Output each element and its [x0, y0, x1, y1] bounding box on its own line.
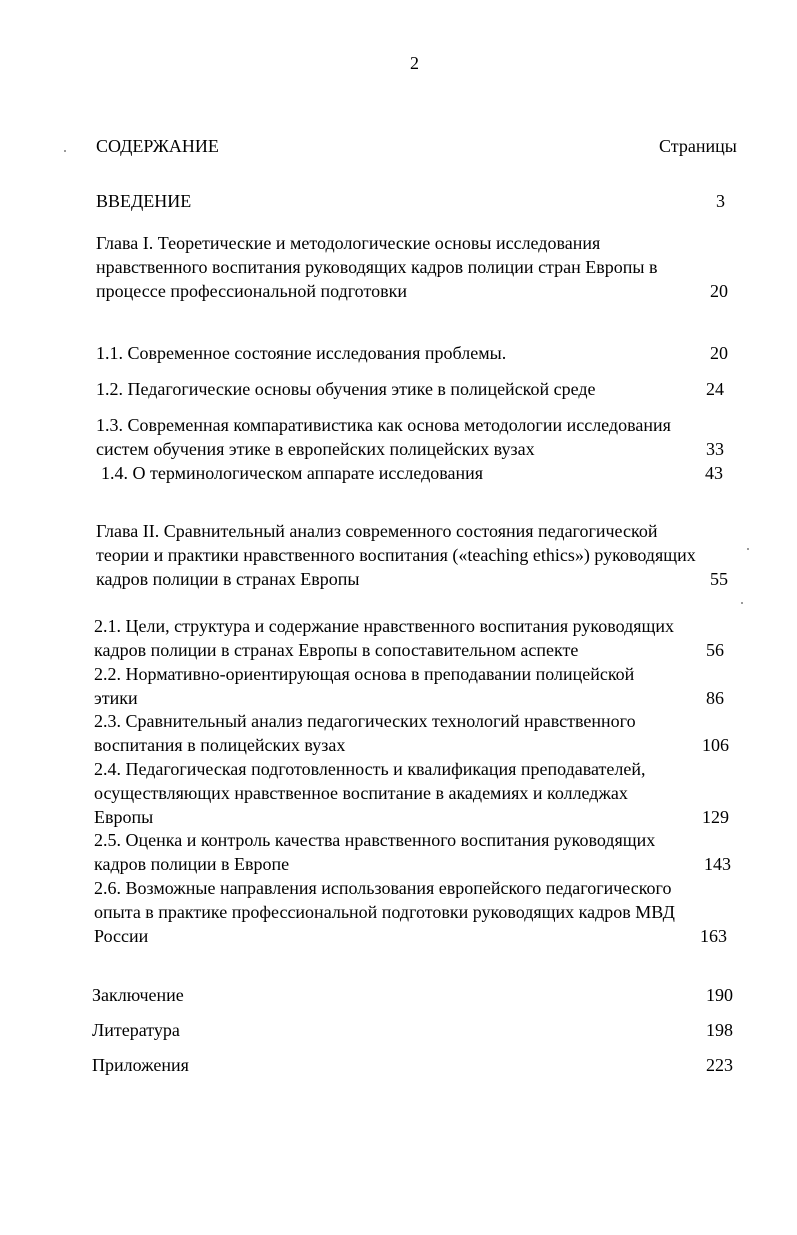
appendices-page: 223: [706, 1055, 733, 1075]
section-1-4-page: 43: [705, 463, 723, 483]
toc-heading: СОДЕРЖАНИЕ: [96, 136, 219, 156]
scan-speck: [64, 150, 66, 152]
section-2-6-page: 163: [700, 926, 727, 946]
chapter-1-page: 20: [710, 281, 728, 301]
page-number: 2: [410, 53, 419, 73]
section-1-3-page: 33: [706, 439, 724, 459]
section-2-3-page: 106: [702, 735, 729, 755]
section-1-1-page: 20: [710, 343, 728, 363]
literature-page: 198: [706, 1020, 733, 1040]
conclusion-page: 190: [706, 985, 733, 1005]
section-1-2: 1.2. Педагогические основы обучения этике в полицейской среде: [96, 379, 596, 399]
intro-page: 3: [716, 191, 725, 211]
section-2-2-page: 86: [706, 688, 724, 708]
section-1-4: 1.4. О терминологическом аппарате исследования: [101, 463, 484, 483]
section-2-4-page: 129: [702, 807, 729, 827]
literature-title: Литература: [92, 1020, 180, 1040]
appendices-title: Приложения: [92, 1055, 189, 1075]
conclusion-title: Заключение: [92, 985, 184, 1005]
document-page: 2 СОДЕРЖАНИЕ Страницы ВВЕДЕНИЕ 3 Глава I. Теоретические и методологические основы исследования нравственного воспитания руководящих кадров полиции стран Европы в процессе профессиональной подготовки 20 1.1. Современное состояние исследования проблемы. 20 1.2. Педагогические основы обучения этике в полицейской среде 24 1.3. Современная компаративистика как основа методологии исследования систем обучения этике в европейских полицейских вузах 33 1.4. О терминологическом аппарате исследования 43 Глава II. Сравнительный анализ современного состояния педагогической теории и практики нравственного воспитания («teaching ethics») руководящих кадров полиции в странах Европы 55 2.1. Цели, структура и содержание нравственного воспитания руководящих кадров полиции в странах Европы в сопоставительном аспекте 56 2.2. Нормативно-ориентирующая основа в преподавании полицейской этики 86 2.3. Сравнительный анализ педагогических технологий нравственного воспитания в полицейских вузах 106 2.4. Педагогическая подготовленность и квалификация преподавателей, осуществляющих нравственное воспитание в академиях и колледжах Европы 129 2.5. Оценка и контроль качества нравственного воспитания руководящих кадров полиции в Европе 143 2.6. Возможные направления использования европейского педагогического опыта в практике профессиональной подготовки руководящих кадров МВД России 163 Заключение 190 Литература 198 Приложения 223: [0, 0, 797, 1235]
section-1-2-page: 24: [706, 379, 724, 399]
section-2-5-page: 143: [704, 854, 731, 874]
intro-title: ВВЕДЕНИЕ: [96, 191, 192, 211]
scan-speck: [747, 548, 749, 550]
section-1-1: 1.1. Современное состояние исследования проблемы.: [96, 343, 507, 363]
section-2-1-page: 56: [706, 640, 724, 660]
pages-column-label: Страницы: [659, 136, 737, 156]
chapter-2-page: 55: [710, 569, 728, 589]
scan-speck: [741, 602, 743, 604]
